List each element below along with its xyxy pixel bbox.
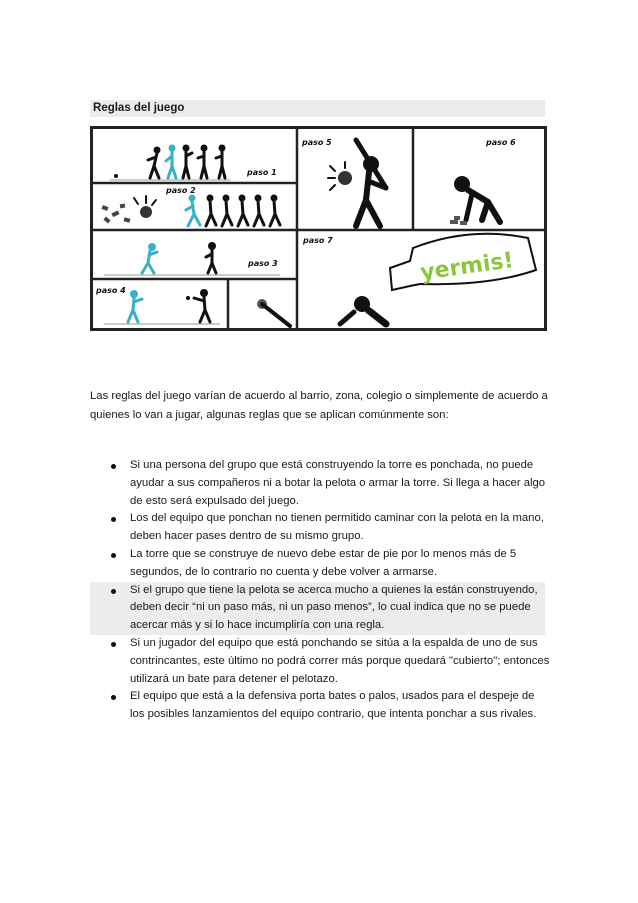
rule-text: La torre que se construye de nuevo debe estar de pie por lo menos más de 5 segundos, de lo contrario no cuenta y debe volver a armarse. [130, 547, 517, 578]
list-item [90, 510, 550, 546]
rule-text: El equipo que está a la defensiva porta bates o palos, usados para el despeje de los posibles lanzamientos del equipo contrario, que intenta ponchar a sus rivales. [130, 690, 537, 721]
bullet-icon [111, 464, 116, 469]
bullet-icon [111, 553, 116, 558]
speech-text: yermis! [418, 248, 516, 286]
rules-list [90, 457, 550, 724]
list-item [90, 582, 545, 635]
rule-text: Los del equipo que ponchan no tienen permitido caminar con la pelota en la mano, deben hacer pases dentro de su mismo grupo. [130, 512, 544, 543]
step-label: paso 7 [303, 236, 333, 245]
rule-text: Si una persona del grupo que está construyendo la torre es ponchada, no puede ayudar a sus compañeros ni a botar la pelota o armar la torre. Si llega a hacer algo de esto será expulsado del juego. [130, 459, 546, 507]
bullet-icon [111, 642, 116, 647]
bullet-icon [111, 589, 116, 594]
intro-paragraph: Las reglas del juego varían de acuerdo al barrio, zona, colegio o simplemente de acuerdo a quienes lo van a jugar, algunas reglas que se aplican comúnmente son: [90, 390, 548, 421]
bullet-icon [111, 695, 116, 700]
step-label: paso 3 [248, 259, 278, 268]
rules-comic-strip [90, 126, 547, 331]
list-item [90, 546, 550, 582]
list-item [90, 635, 550, 688]
list-item [90, 457, 550, 510]
step-label: paso 6 [486, 138, 516, 147]
step-label: paso 4 [96, 286, 126, 295]
step-label: paso 1 [247, 168, 277, 177]
step-label: paso 2 [166, 186, 196, 195]
rule-text: Si el grupo que tiene la pelota se acerca mucho a quienes la están construyendo, deben decir “ni un paso más, ni un paso menos”, lo cual indica que no se puede acercar más y si lo hace incumpliría con una regla. [130, 583, 538, 632]
bullet-icon [111, 517, 116, 522]
rule-text: Si un jugador del equipo que está ponchando se sitúa a la espalda de uno de sus contrincantes, este último no podrá correr más porque quedará "cubierto"; entonces utilizará un bate para detener el pelotazo. [130, 636, 550, 685]
step-label: paso 5 [302, 138, 332, 147]
section-heading: Reglas del juego [90, 100, 545, 117]
list-item [90, 688, 550, 724]
